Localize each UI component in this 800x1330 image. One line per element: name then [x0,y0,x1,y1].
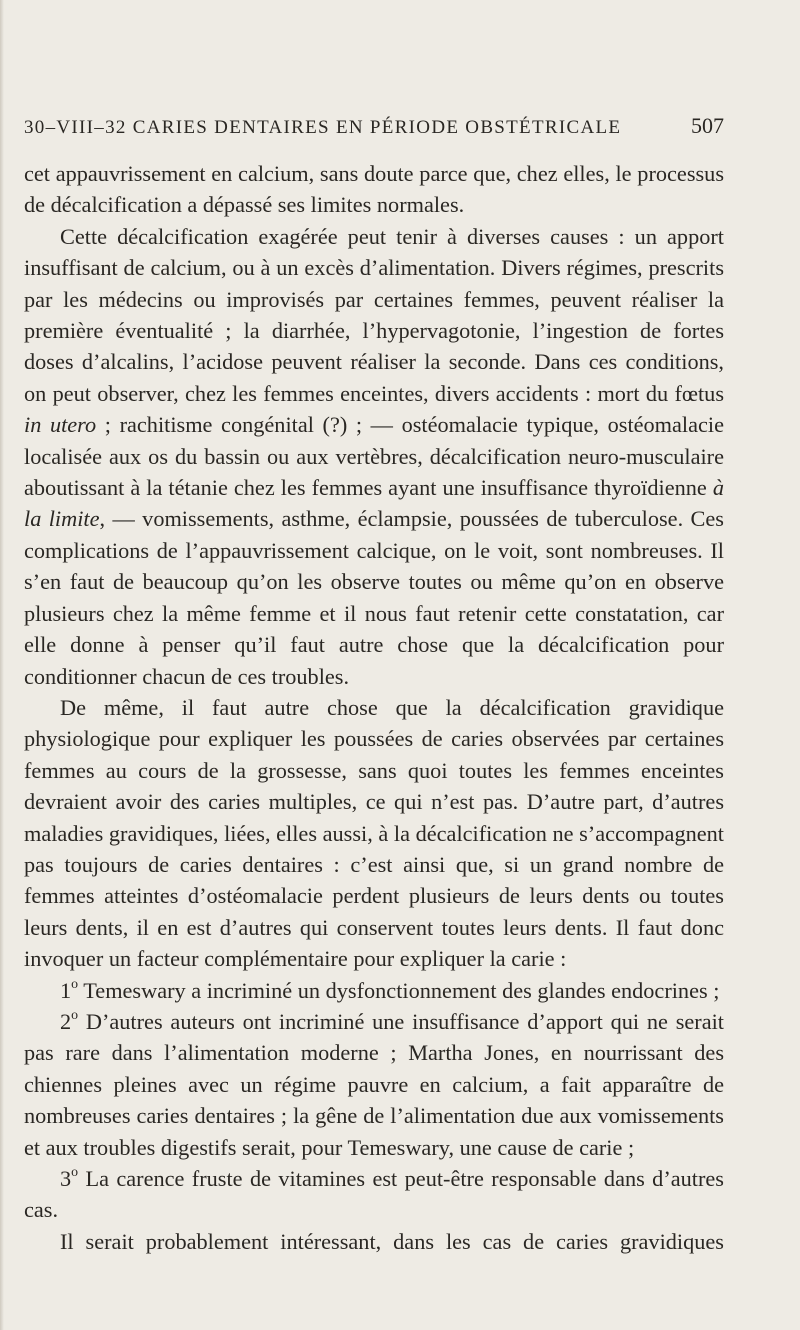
paragraph-3: De même, il faut autre chose que la décalcification gravidique physiologique pour expliquer les poussées de caries observées par certaines femmes au cours de la grossesse, sans quoi toutes les femmes enceintes devraient avoir des caries multiples, ce qui n’est pas. D’autre part, d’autres maladies gravidiques, liées, elles aussi, à la décalcification ne s’accompagnent pas toujours de caries dentaires : c’est ainsi que, si un grand nombre de femmes atteintes d’ostéomalacie perdent plusieurs de leurs dents ou toutes leurs dents, il en est d’autres qui conservent toutes leurs dents. Il faut donc invoquer un facteur complémentaire pour expliquer la carie : [24,694,724,972]
paragraph-2-part-b: ; rachitisme congénital (?) ; — ostéomalacie typique, ostéomalacie localisée aux os du bassin ou aux vertèbres, décalcification neuro-musculaire aboutissant à la tétanie chez les femmes ayant une insuffisance thyroïdienne [24,412,724,501]
list-item-1 [24,975,724,1006]
list-item-3 [24,1163,724,1226]
list-item-2-number: 2 [60,1008,72,1034]
in-utero-italic: in utero [24,412,97,438]
running-title: 30–VIII–32 CARIES DENTAIRES EN PÉRIODE OBSTÉTRICALE [24,117,622,138]
paragraph-1: cet appauvrissement en calcium, sans doute parce que, chez elles, le processus de décalcification a dépassé ses limites normales. [24,161,724,218]
ordinal-sup-1: o [71,975,79,991]
list-item-3-text: La carence fruste de vitamines est peut-être responsable dans d’autres cas. [24,1166,724,1223]
running-header [24,113,724,139]
ordinal-sup-3: o [71,1164,79,1180]
list-item-3-number: 3 [60,1166,72,1191]
paragraph-2-part-c: , — vomissements, asthme, éclampsie, poussées de tuberculose. Ces complications de l’appauvrissement calcique, on le voit, sont nombreuses. Il s’en faut de beaucoup qu’on les observe toutes ou même qu’on en observe plusieurs chez la même femme et il nous faut retenir cette constatation, car elle donne à penser qu’il faut autre chose que la décalcification pour conditionner chacun de ces troubles. [24,506,724,689]
body-text [24,158,724,1257]
list-item-2 [24,1006,724,1163]
a-la-limite-italic: à la limite [24,475,724,532]
paragraph-7: Il serait probablement intéressant, dans les cas de caries gravidiques [60,1228,724,1254]
page-number: 507 [691,113,724,138]
ordinal-sup-2: o [71,1007,79,1023]
list-item-1-text: Temeswary a incriminé un dysfonctionnement des glandes endocrines ; [78,977,720,1003]
paragraph-2 [24,221,724,692]
paragraph-2-part-a: Cette décalcification exagérée peut tenir à diverses causes : un apport insuffisant de calcium, ou à un excès d’alimentation. Divers régimes, prescrits par les médecins ou improvisés par certaines femmes, peuvent réaliser la première éventualité ; la diarrhée, l’hypervagotonie, l’ingestion de fortes doses d’alcalins, l’acidose peuvent réaliser la seconde. Dans ces conditions, on peut observer, chez les femmes enceintes, divers accidents : mort du fœtus [24,223,724,406]
list-item-1-number: 1 [60,977,72,1003]
list-item-2-text: D’autres auteurs ont incriminé une insuffisance d’apport qui ne serait pas rare dans l’alimentation moderne ; Martha Jones, en nourrissant des chiennes pleines avec un régime pauvre en calcium, a fait apparaître de nombreuses caries dentaires ; la gêne de l’alimentation due aux vomissements et aux troubles digestifs serait, pour Temeswary, une cause de carie ; [24,1008,724,1160]
